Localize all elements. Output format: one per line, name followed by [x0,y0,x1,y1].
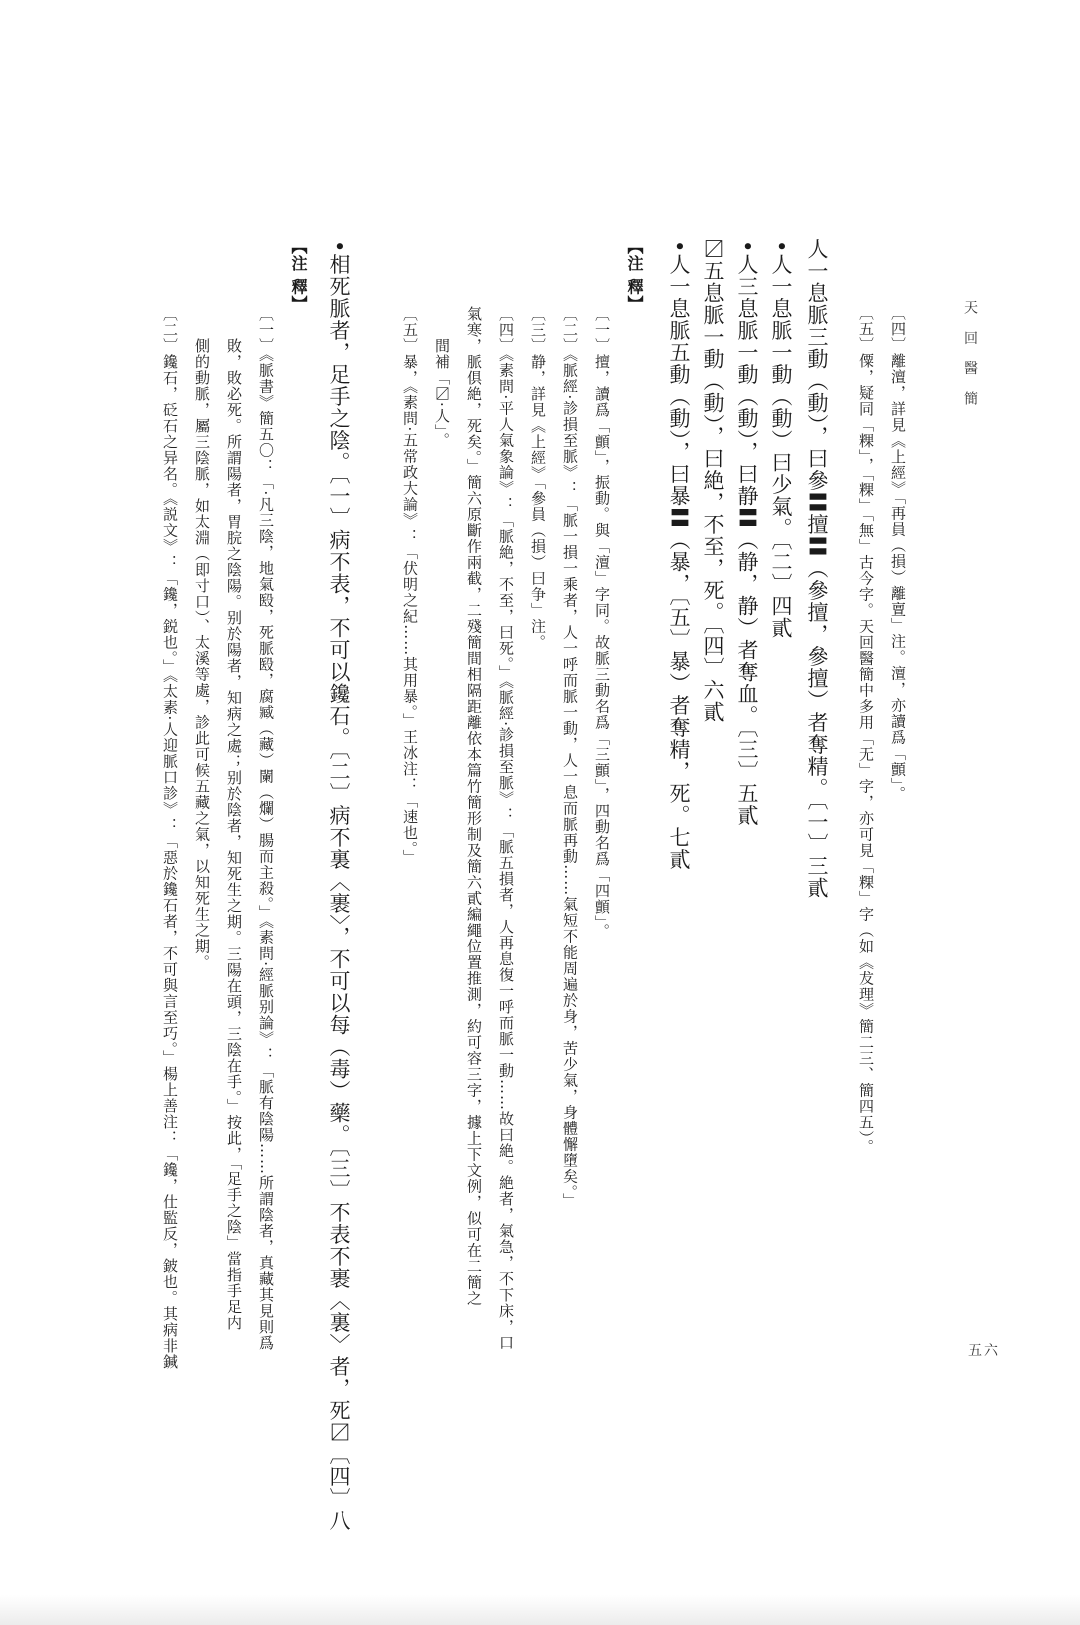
running-header: 天 回 醫 簡 [962,300,978,412]
main-text-line: 〼五息脈一動（動），曰絶，不至，死。〔四〕六貳 [701,238,725,723]
note-line: 〔二〕《脈經·診損至脈》：「脈一損一乘者，人一呼而脈一動，人一息而脈再動……氣短不能周遍於身，苦少氣，身體懈墮矣。」 [561,306,579,1209]
note-line: 〔四〕《素問·平人氣象論》：「脈絶，不至，曰死。」《脈經·診損至脈》：「脈五損者，人再息復一呼而脈一動……故曰絶。絶者，氣急，不下床，口 [497,306,515,1352]
page-number: 五六 [968,1343,1000,1359]
main-text-line: •人一息脈五動（動），曰暴〓（暴，〔五〕暴）者奪精，死。七貳 [667,240,691,871]
main-text-line: •人三息脈一動（動），曰静〓（静，静）者奪血。〔三〕五貳 [735,240,759,827]
note-line: 氣寒，脈俱絶，死矣。」簡六原斷作兩截，二殘簡間相隔距離依本篇竹簡形制及簡六貳編繩位置推測，約可容三字，據上下文例，似可在二簡之 [465,306,483,1307]
page-edge-shadow [0,1595,1080,1625]
note-line: 間補「〼·人」。 [433,338,451,449]
note-line: 〔一〕擅，讀爲「顫」，振動。與「澶」字同。故脈三動名爲「三顫」，四動名爲「四顫」。 [593,306,611,940]
section-heading: 【注 釋】 [289,238,308,313]
note-line: 〔五〕僳，疑同「粿」，「粿」「無」古今字。天回醫簡中多用「无」字，亦可見「粿」字（如《犮理》簡二三、簡四五）。 [857,305,875,1155]
main-text-line: •人一息脈一動（動）曰少氣。〔二〕四貳 [769,240,793,639]
note-line: 敗，敗必死。所謂陽者，胃脘之陰陽。别於陽者，知病之處；别於陰者，知死生之期。三陽在頭，三陰在手。」按此，「足手之陰」當指手足内 [225,338,243,1331]
note-line: 〔一〕《脈書》簡五〇：「·凡三陰，地氣殹，死脈殹，腐臧（藏）闌（爛）腸而主殺。」《素問·經脈别論》：「脈有陰陽……所謂陰者，真藏其見則爲 [257,306,275,1352]
main-text-line: 人一息脈三動（動），曰參〓擅〓（參擅，參擅）者奪精。〔一〕三貳 [805,238,829,899]
note-line: 〔二〕鑱石，砭石之异名。《説文》：「鑱，鋭也。」《太素·人迎脈口診》：「惡於鑱石者，不可與言至巧。」楊上善注：「鑱，仕監反，鈹也。其病非鍼 [161,306,179,1370]
note-line: 〔四〕離澶，詳見《上經》「再員（損）離亶」注。澶，亦讀爲「顫」。 [889,305,907,802]
note-line: 側的動脈，屬三陰脈，如太淵（即寸口）、太溪等處，診此可候五藏之氣，以知死生之期。 [193,338,211,971]
note-line: 〔三〕静，詳見《上經》「參員（損）曰争」注。 [529,306,547,651]
note-line: 〔五〕暴，《素問·五常政大論》：「伏明之紀……其用暴。」王冰注：「速也。」 [401,306,419,866]
main-text-line: •相死脈者，足手之陰。〔一〕病不表，不可以鑱石。〔二〕病不裏〈裹〉，不可以每（毒）藥。〔三〕不表不裹〈裏〉者，死〼〔四〕八 [327,240,351,1532]
section-heading: 【注 釋】 [625,238,644,313]
